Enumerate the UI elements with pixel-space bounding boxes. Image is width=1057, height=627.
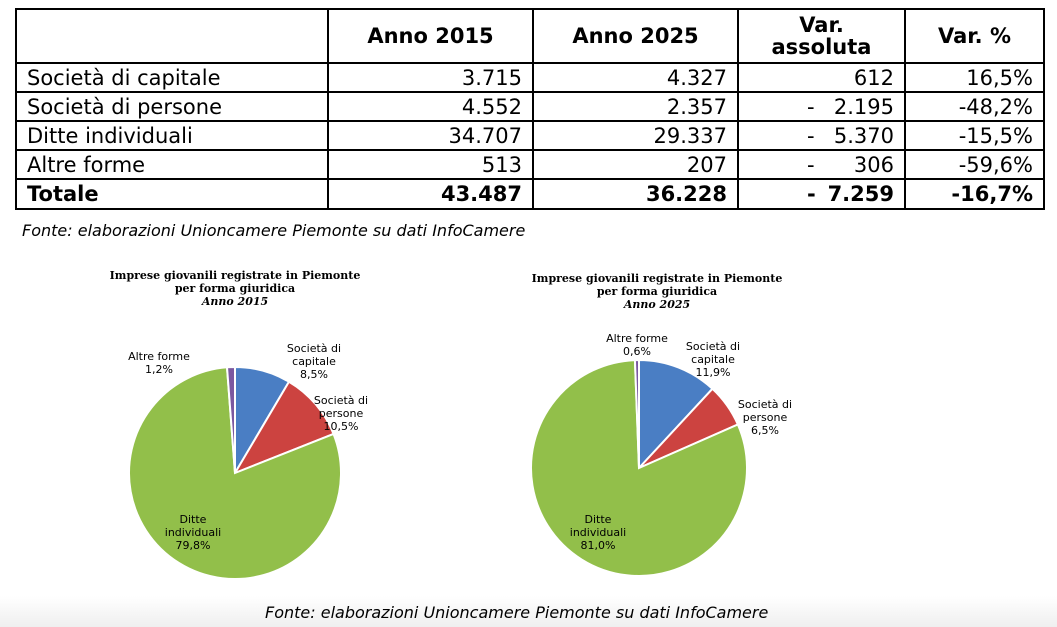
cell-var-pct: -48,2% bbox=[905, 92, 1044, 121]
pie-title-line2: per forma giuridica bbox=[596, 285, 718, 298]
pie-label-line: 6,5% bbox=[751, 424, 779, 437]
cell-2015: 4.552 bbox=[328, 92, 533, 121]
pie-label-persone bbox=[296, 394, 386, 433]
total-2025: 36.228 bbox=[533, 179, 738, 209]
source-note-top: Fonte: elaborazioni Unioncamere Piemonte su dati InfoCamere bbox=[22, 221, 526, 240]
row-label: Società di capitale bbox=[16, 63, 328, 92]
pie-label-altre bbox=[114, 350, 204, 376]
cell-var-pct: -15,5% bbox=[905, 121, 1044, 150]
cell-var-abs bbox=[738, 150, 905, 179]
table-row bbox=[16, 150, 1044, 179]
cell-2015: 3.715 bbox=[328, 63, 533, 92]
pie-label-line: individuali bbox=[164, 526, 222, 539]
pie-label-altre bbox=[592, 332, 682, 358]
minus-sign: - bbox=[807, 182, 816, 206]
pie-label-line: 1,2% bbox=[145, 363, 173, 376]
cell-var-abs bbox=[738, 121, 905, 150]
pie-label-line: persone bbox=[318, 407, 364, 420]
cell-var-abs: 612 bbox=[738, 63, 905, 92]
header-anno-2025: Anno 2025 bbox=[533, 9, 738, 63]
cell-var-pct: 16,5% bbox=[905, 63, 1044, 92]
table-header-row bbox=[16, 9, 1044, 63]
pie-label-line: 0,6% bbox=[623, 345, 651, 358]
pie-title-line1: Imprese giovanili registrate in Piemonte bbox=[531, 272, 783, 285]
source-note-bottom: Fonte: elaborazioni Unioncamere Piemonte su dati InfoCamere bbox=[265, 603, 769, 622]
cell-2025: 29.337 bbox=[533, 121, 738, 150]
header-var-line1: Var. bbox=[799, 13, 844, 37]
minus-sign: - bbox=[807, 152, 815, 177]
minus-sign: - bbox=[807, 94, 815, 119]
pie-label-line: 79,8% bbox=[175, 539, 211, 552]
header-var-percent: Var. % bbox=[905, 9, 1044, 63]
pie-title-year: Anno 2025 bbox=[623, 298, 691, 311]
header-var-assoluta bbox=[738, 9, 905, 63]
pie-label-ditte bbox=[148, 513, 238, 552]
cell-var-abs bbox=[738, 92, 905, 121]
pie-label-line: 81,0% bbox=[580, 539, 616, 552]
cell-var-pct: -59,6% bbox=[905, 150, 1044, 179]
pie-label-line: Società di bbox=[313, 394, 369, 407]
minus-sign: - bbox=[807, 123, 815, 148]
pie-title-year: Anno 2015 bbox=[201, 295, 269, 308]
pie-label-line: Società di bbox=[737, 398, 793, 411]
var-abs-value: 5.370 bbox=[833, 123, 894, 148]
pie-label-capitale bbox=[269, 342, 359, 381]
header-anno-2015: Anno 2015 bbox=[328, 9, 533, 63]
row-label: Ditte individuali bbox=[16, 121, 328, 150]
pie-label-line: Società di bbox=[685, 340, 741, 353]
row-label: Società di persone bbox=[16, 92, 328, 121]
pie-label-line: Altre forme bbox=[606, 332, 668, 345]
pie-label-persone bbox=[720, 398, 810, 437]
table-row bbox=[16, 92, 1044, 121]
table-row bbox=[16, 63, 1044, 92]
pie-label-line: 11,9% bbox=[695, 366, 731, 379]
total-var-abs bbox=[738, 179, 905, 209]
pie-label-ditte bbox=[553, 513, 643, 552]
total-var-pct: -16,7% bbox=[905, 179, 1044, 209]
pie-title-line2: per forma giuridica bbox=[174, 282, 296, 295]
var-abs-value: 306 bbox=[853, 152, 894, 177]
pie-label-line: Altre forme bbox=[128, 350, 190, 363]
header-empty bbox=[16, 9, 328, 63]
table-total-row bbox=[16, 179, 1044, 209]
row-label: Altre forme bbox=[16, 150, 328, 179]
var-abs-value: 7.259 bbox=[827, 182, 894, 206]
data-table bbox=[15, 8, 1045, 210]
cell-2025: 4.327 bbox=[533, 63, 738, 92]
cell-2025: 207 bbox=[533, 150, 738, 179]
total-label: Totale bbox=[16, 179, 328, 209]
pie-label-line: Ditte bbox=[179, 513, 207, 526]
var-abs-value: 2.195 bbox=[833, 94, 894, 119]
header-var-line2: assoluta bbox=[771, 35, 872, 59]
pie-label-line: Società di bbox=[286, 342, 342, 355]
cell-2015: 34.707 bbox=[328, 121, 533, 150]
pie-label-line: Ditte bbox=[584, 513, 612, 526]
total-2015: 43.487 bbox=[328, 179, 533, 209]
pie-title-line1: Imprese giovanili registrate in Piemonte bbox=[109, 269, 361, 282]
pie-label-line: persone bbox=[742, 411, 788, 424]
table-row bbox=[16, 121, 1044, 150]
pie-label-line: 10,5% bbox=[323, 420, 359, 433]
cell-2015: 513 bbox=[328, 150, 533, 179]
pie-label-line: capitale bbox=[691, 353, 735, 366]
cell-2025: 2.357 bbox=[533, 92, 738, 121]
pie-label-line: capitale bbox=[292, 355, 336, 368]
pie-chart-2025 bbox=[497, 266, 817, 596]
pie-label-line: individuali bbox=[569, 526, 627, 539]
pie-chart-2015 bbox=[75, 266, 395, 596]
pie-label-line: 8,5% bbox=[300, 368, 328, 381]
